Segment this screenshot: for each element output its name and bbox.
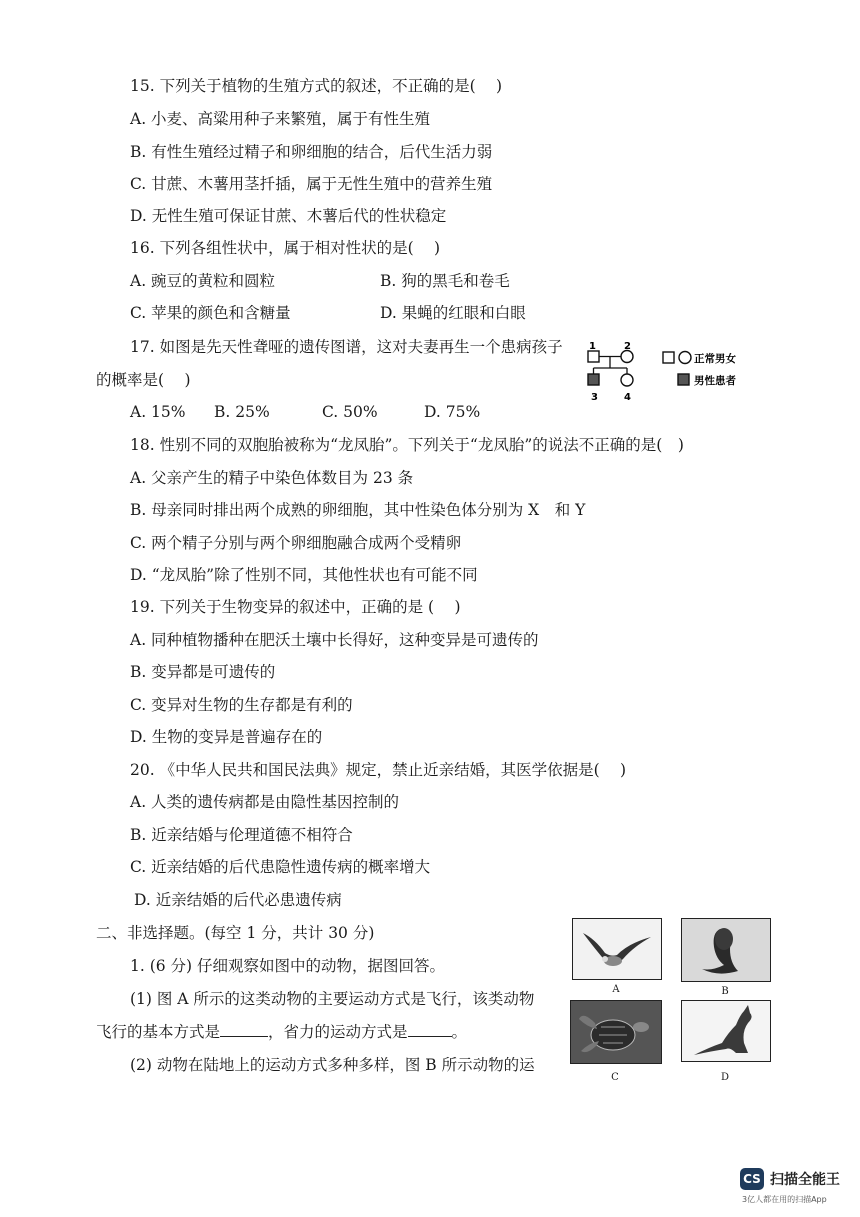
q17-option-c: C. 50% xyxy=(322,403,378,421)
kangaroo-icon xyxy=(682,1001,770,1061)
watermark-app-name: 扫描全能王 xyxy=(770,1172,840,1188)
q15-stem: 15. 下列关于植物的生殖方式的叙述，不正确的是( ) xyxy=(130,77,503,95)
q17-stem-line1: 17. 如图是先天性聋哑的遗传图谱，这对夫妻再生一个患病孩子 xyxy=(130,338,563,356)
q16-option-a: A. 豌豆的黄粒和圆粒 xyxy=(130,272,276,290)
female-normal-symbol-4 xyxy=(621,374,633,386)
s2-q1-stem: 1. (6 分) 仔细观察如图中的动物，据图回答。 xyxy=(130,957,446,975)
q20-option-d: D. 近亲结婚的后代必患遗传病 xyxy=(134,891,342,909)
seagull-icon xyxy=(573,919,661,979)
q20-option-c: C. 近亲结婚的后代患隐性遗传病的概率增大 xyxy=(130,858,431,876)
q18-option-d: D. “龙凤胎”除了性别不同，其他性状也有可能不同 xyxy=(130,566,478,584)
q20-option-a: A. 人类的遗传病都是由隐性基因控制的 xyxy=(130,793,400,811)
q17-stem-line2: 的概率是( ) xyxy=(96,371,191,389)
legend-normal-label: 正常男女 xyxy=(694,353,736,365)
answer-blank-2[interactable] xyxy=(408,1022,452,1037)
q17-option-b: B. 25% xyxy=(214,403,270,421)
q17-option-d: D. 75% xyxy=(424,403,481,421)
q15-option-b: B. 有性生殖经过精子和卵细胞的结合，后代生活力弱 xyxy=(130,143,493,161)
q18-stem: 18. 性别不同的双胞胎被称为“龙凤胎”。下列关于“龙凤胎”的说法不正确的是( ) xyxy=(130,436,684,454)
s2-q1-part1-line1: (1) 图 A 所示的这类动物的主要运动方式是飞行，该类动物 xyxy=(130,990,535,1008)
answer-blank-1[interactable] xyxy=(220,1022,268,1037)
pedigree-number-1: 1 xyxy=(589,341,596,352)
photo-c-label: C xyxy=(611,1072,619,1083)
pedigree-number-2: 2 xyxy=(624,341,631,352)
q15-option-d: D. 无性生殖可保证甘蔗、木薯后代的性状稳定 xyxy=(130,207,447,225)
photo-a xyxy=(572,918,662,980)
legend-female-normal-icon xyxy=(679,352,691,364)
pedigree-diagram xyxy=(583,340,763,410)
photo-b-label: B xyxy=(721,986,729,997)
sea-turtle-icon xyxy=(571,1001,661,1063)
male-patient-symbol-3 xyxy=(588,374,599,385)
s2-q1-part1-text-b: ，省力的运动方式是 xyxy=(268,1023,408,1041)
q18-option-c: C. 两个精子分别与两个卵细胞融合成两个受精卵 xyxy=(130,534,462,552)
pedigree-number-3: 3 xyxy=(591,392,598,403)
photo-a-label: A xyxy=(612,984,620,995)
q16-stem: 16. 下列各组性状中，属于相对性状的是( ) xyxy=(130,239,441,257)
legend-male-patient-icon xyxy=(678,374,689,385)
pedigree-number-4: 4 xyxy=(624,392,631,403)
q15-option-a: A. 小麦、高粱用种子来繁殖，属于有性生殖 xyxy=(130,110,431,128)
q15-option-c: C. 甘蔗、木薯用茎扦插，属于无性生殖中的营养生殖 xyxy=(130,175,493,193)
female-normal-symbol-2 xyxy=(621,351,633,363)
q18-option-b: B. 母亲同时排出两个成熟的卵细胞，其中性染色体分别为 X 和 Y xyxy=(130,501,586,519)
q16-option-c: C. 苹果的颜色和含糖量 xyxy=(130,304,291,322)
legend-male-normal-icon xyxy=(663,352,674,363)
legend-patient-label: 男性患者 xyxy=(694,375,736,387)
q20-stem: 20. 《中华人民共和国民法典》规定，禁止近亲结婚，其医学依据是( ) xyxy=(130,761,627,779)
q16-option-b: B. 狗的黑毛和卷毛 xyxy=(380,272,510,290)
s2-q1-part2-line1: (2) 动物在陆地上的运动方式多种多样，图 B 所示动物的运 xyxy=(130,1056,535,1074)
section-2-heading: 二、非选择题。(每空 1 分，共计 30 分) xyxy=(96,924,375,942)
photo-c xyxy=(570,1000,662,1064)
watermark-tagline: 3亿人都在用的扫描App xyxy=(742,1195,827,1204)
q18-option-a: A. 父亲产生的精子中染色体数目为 23 条 xyxy=(130,469,414,487)
s2-q1-part1-text-a: 飞行的基本方式是 xyxy=(96,1023,221,1041)
q19-stem: 19. 下列关于生物变异的叙述中，正确的是 ( ) xyxy=(130,598,461,616)
s2-q1-part1-line2 xyxy=(96,1022,467,1042)
cobra-icon xyxy=(682,919,770,981)
camscanner-logo-icon: CS xyxy=(740,1168,764,1190)
q17-option-a: A. 15% xyxy=(130,403,186,421)
photo-d-label: D xyxy=(720,1072,730,1083)
pedigree-chart xyxy=(583,340,763,410)
photo-d xyxy=(681,1000,771,1062)
photo-b xyxy=(681,918,771,982)
q19-option-a: A. 同种植物播种在肥沃土壤中长得好，这种变异是可遗传的 xyxy=(130,631,539,649)
q20-option-b: B. 近亲结婚与伦理道德不相符合 xyxy=(130,826,353,844)
s2-q1-part1-text-c: 。 xyxy=(451,1023,468,1041)
q19-option-b: B. 变异都是可遗传的 xyxy=(130,663,276,681)
q16-option-d: D. 果蝇的红眼和白眼 xyxy=(380,304,526,322)
male-normal-symbol-1 xyxy=(588,351,599,362)
q19-option-d: D. 生物的变异是普遍存在的 xyxy=(130,728,323,746)
q19-option-c: C. 变异对生物的生存都是有利的 xyxy=(130,696,353,714)
